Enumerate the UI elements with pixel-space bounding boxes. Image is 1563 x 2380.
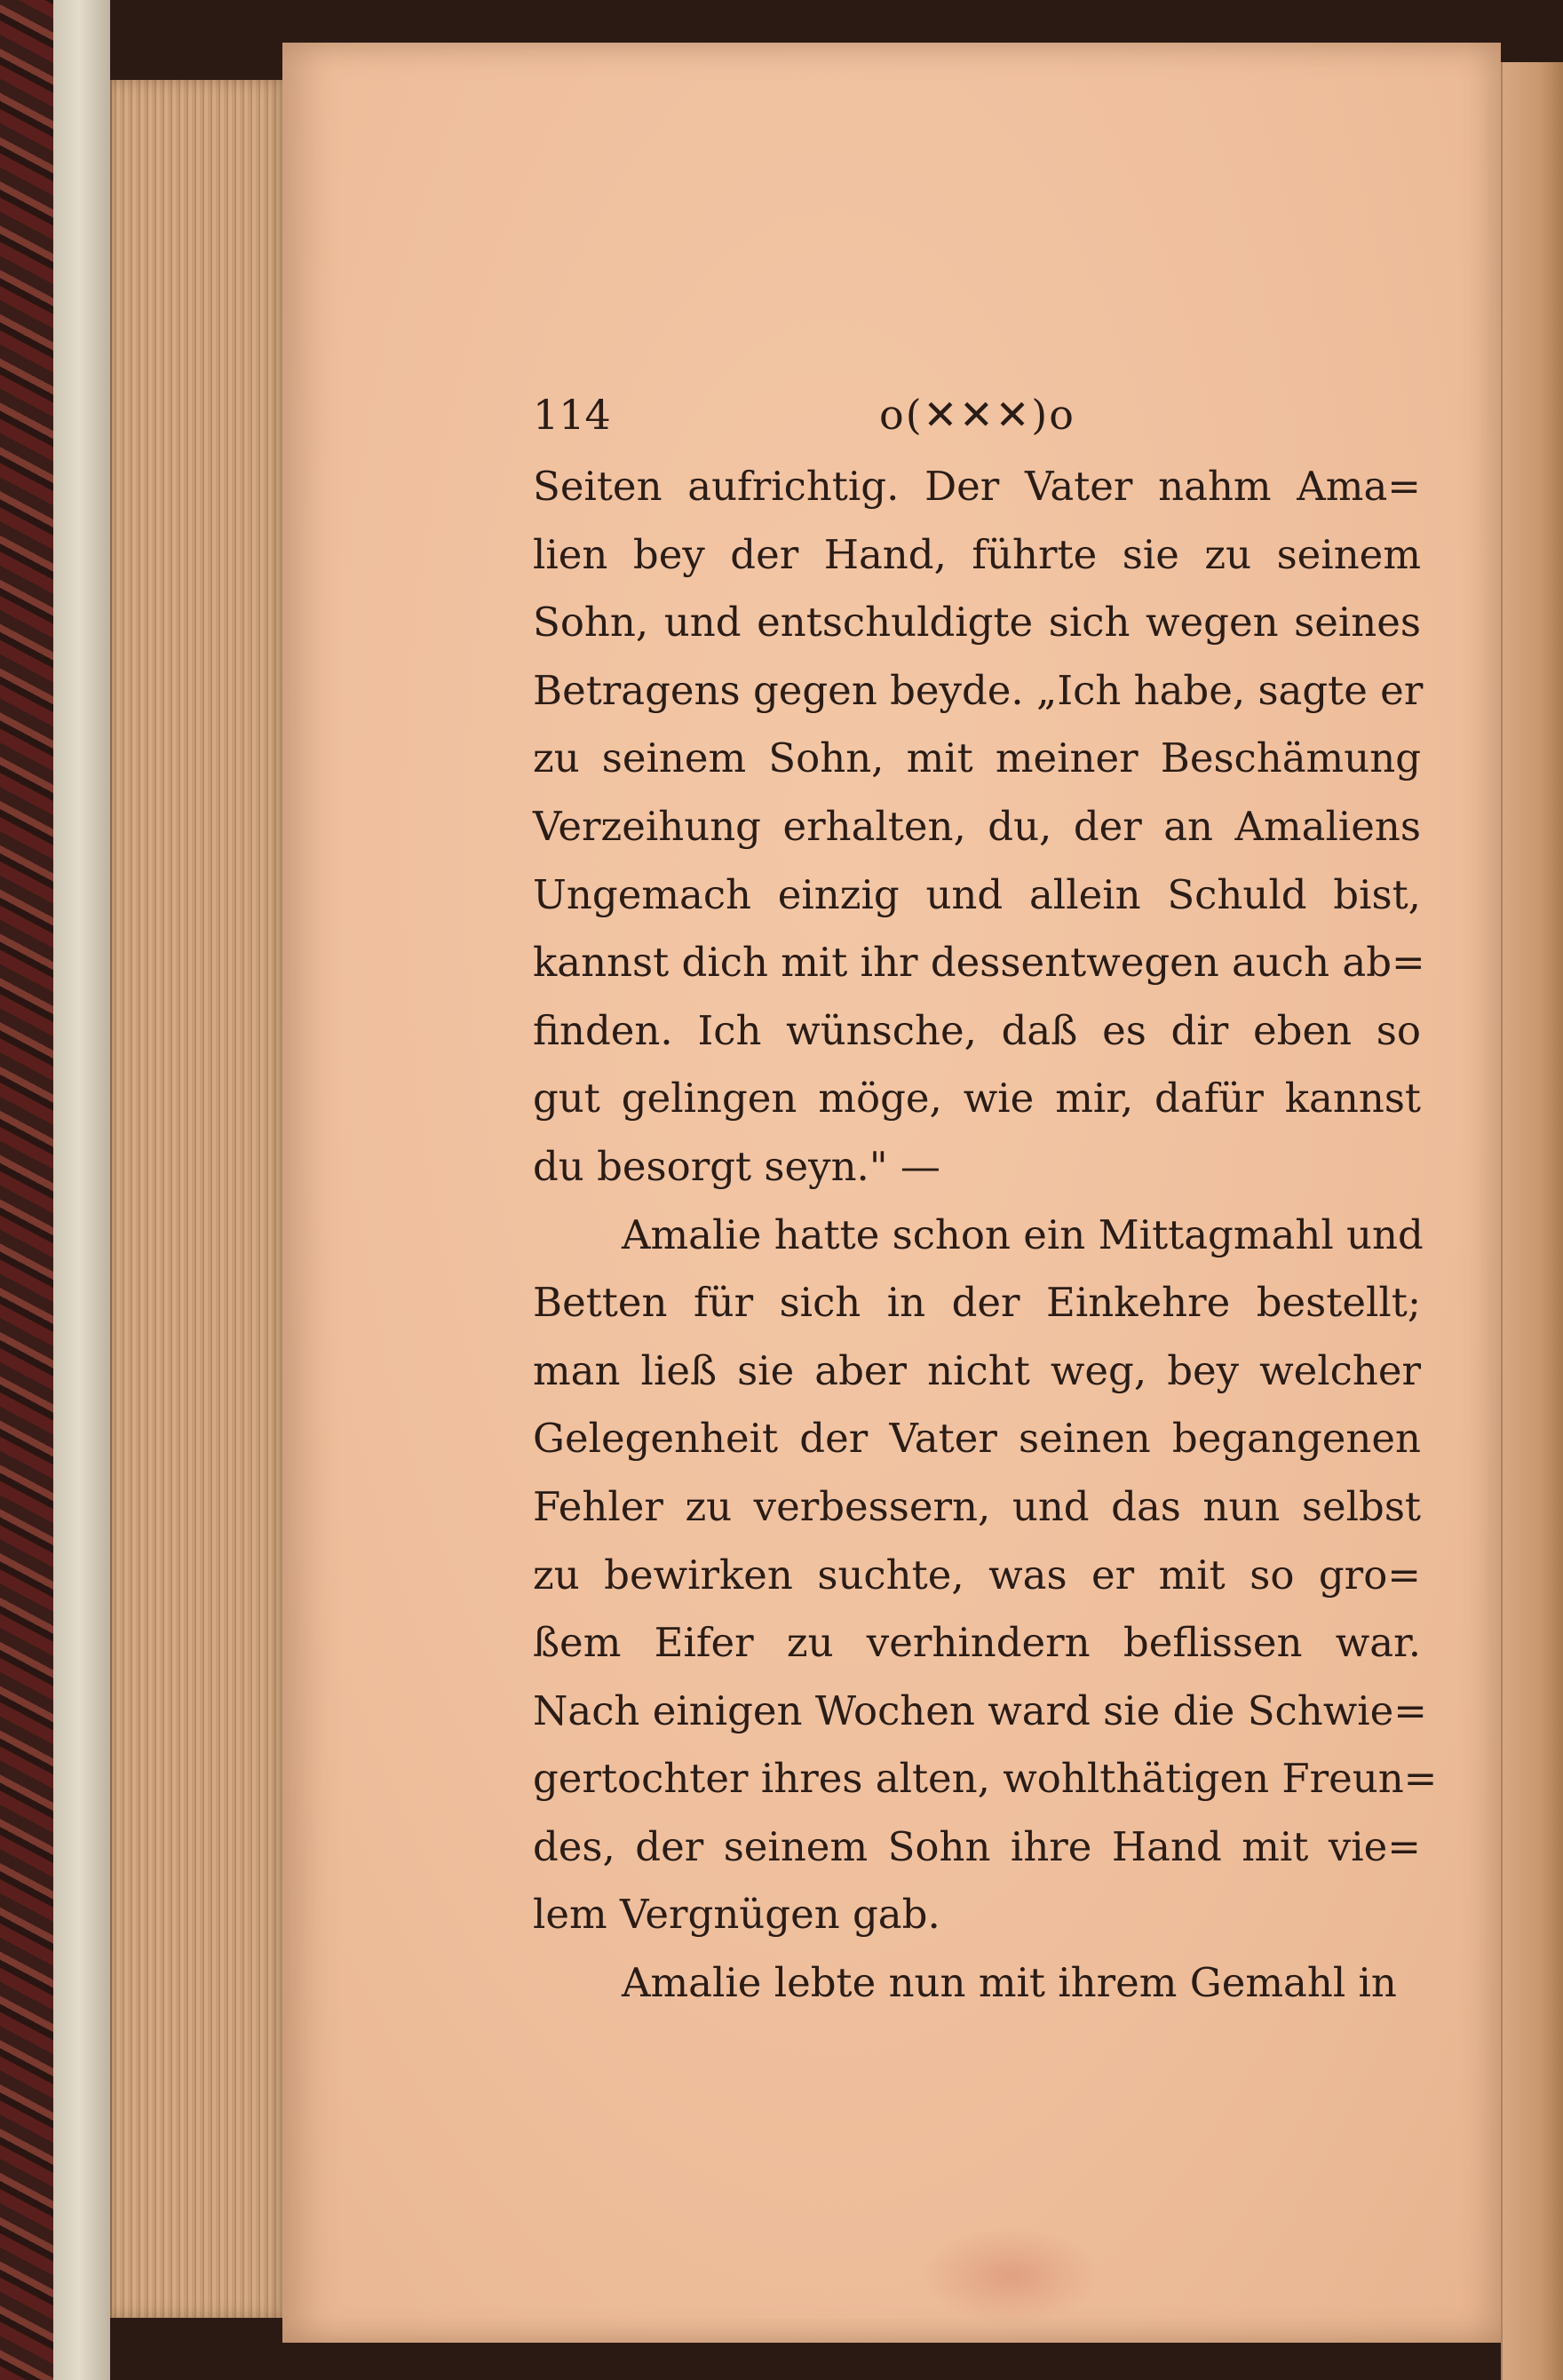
page-text <box>533 453 1438 2018</box>
text-line: kannst dich mit ihr dessentwegen auch ab= <box>533 939 1425 987</box>
header-ornament: o(✕✕✕)o <box>879 391 1075 439</box>
text-line: Sohn, und entschuldigte sich wegen seines <box>533 599 1421 647</box>
text-line: Amalie lebte nun mit ihrem Gemahl in <box>622 1959 1397 2007</box>
text-line: Ungemach einzig und allein Schuld bist, <box>533 870 1421 918</box>
text-line: man ließ sie aber nicht weg, bey welcher <box>533 1346 1421 1394</box>
text-line: du besorgt seyn." — <box>533 1142 940 1190</box>
text-line: gertochter ihres alten, wohlthätigen Freun= <box>533 1755 1438 1803</box>
text-line: finden. Ich wünsche, daß es dir eben so <box>533 1006 1421 1054</box>
text-line: lien bey der Hand, führte sie zu seinem <box>533 530 1421 578</box>
text-line: Verzeihung erhalten, du, der an Amaliens <box>533 802 1421 850</box>
text-line: Gelegenheit der Vater seinen begangenen <box>533 1415 1421 1463</box>
cover-endpaper <box>53 0 110 2380</box>
text-line: Betten für sich in der Einkehre bestellt; <box>533 1279 1421 1327</box>
facing-page-edge <box>1501 62 1563 2380</box>
text-line: lem Vergnügen gab. <box>533 1891 940 1939</box>
page-block-edges <box>110 80 290 2318</box>
page-stain <box>922 2227 1099 2325</box>
page-number: 114 <box>533 391 611 439</box>
text-line: ßem Eifer zu verhindern beflissen war. <box>533 1619 1421 1667</box>
text-line: zu seinem Sohn, mit meiner Beschämung <box>533 734 1421 782</box>
page-header <box>533 391 1421 444</box>
text-line: Fehler zu verbessern, und das nun selbst <box>533 1482 1421 1530</box>
text-line: Nach einigen Wochen ward sie die Schwie= <box>533 1686 1427 1734</box>
text-line: Betragens gegen beyde. „Ich habe, sagte er <box>533 666 1424 714</box>
text-line: zu bewirken suchte, was er mit so gro= <box>533 1551 1421 1599</box>
text-line: des, der seinem Sohn ihre Hand mit vie= <box>533 1822 1421 1870</box>
text-line: Amalie hatte schon ein Mittagmahl und <box>622 1210 1424 1258</box>
text-line: Seiten aufrichtig. Der Vater nahm Ama= <box>533 463 1421 510</box>
book-cover-marbled <box>0 0 53 2380</box>
text-line: gut gelingen möge, wie mir, dafür kannst <box>533 1075 1421 1123</box>
